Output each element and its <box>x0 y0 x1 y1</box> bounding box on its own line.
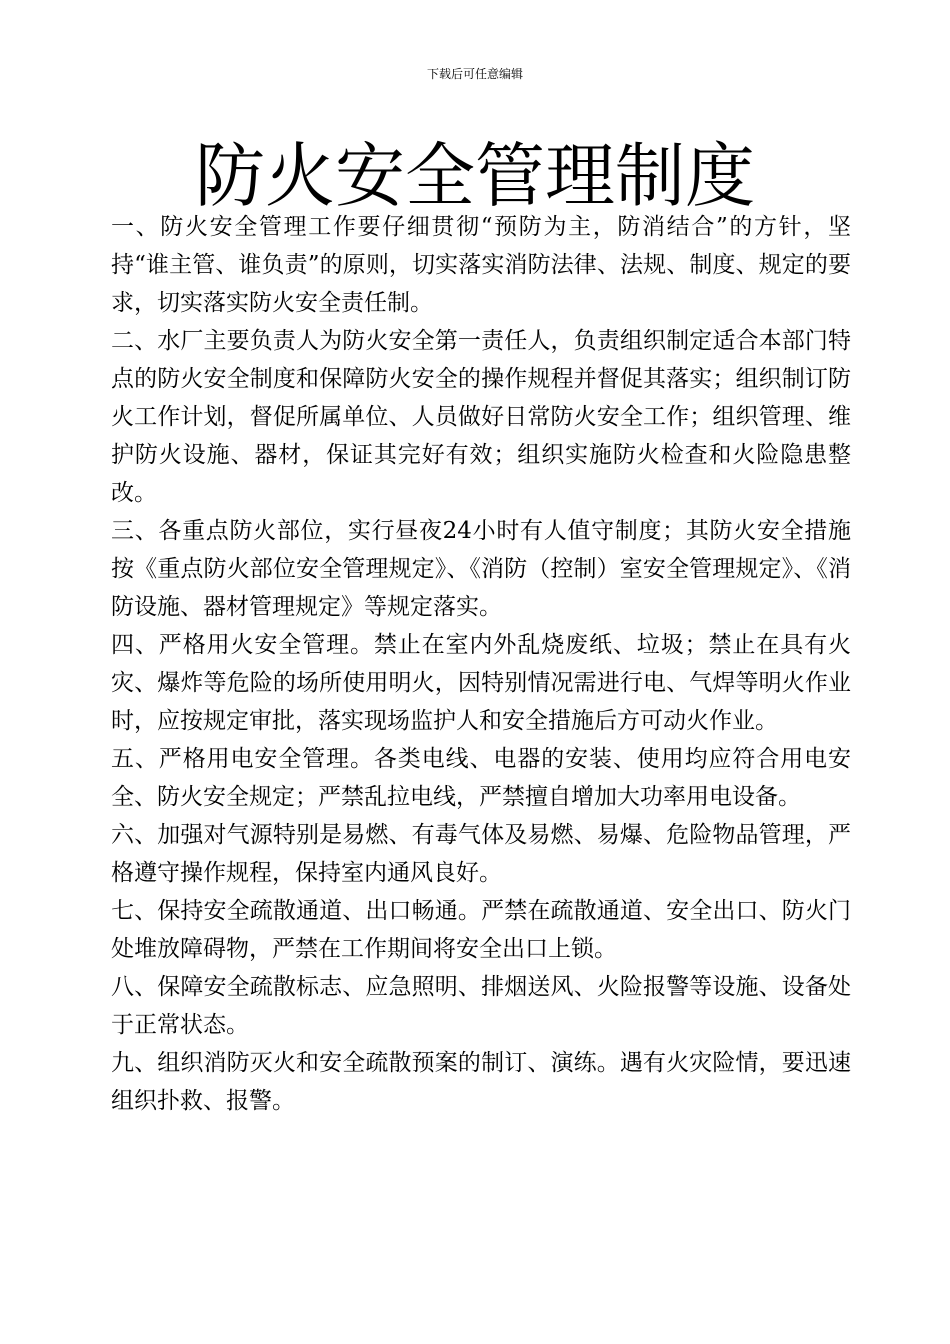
clause-9: 九、组织消防灭火和安全疏散预案的制订、演练。遇有火灾险情，要迅速组织扑救、报警。 <box>111 1050 851 1114</box>
clause-6: 六、加强对气源特别是易燃、有毒气体及易燃、易爆、危险物品管理，严格遵守操作规程，保持室内通风良好。 <box>111 822 851 886</box>
clause-1: 一、防火安全管理工作要仔细贯彻“预防为主，防消结合”的方针，坚持“谁主管、谁负责”的原则，切实落实消防法律、法规、制度、规定的要求，切实落实防火安全责任制。 <box>111 214 851 316</box>
clause-5: 五、严格用电安全管理。各类电线、电器的安装、使用均应符合用电安全、防火安全规定；严禁乱拉电线，严禁擅自增加大功率用电设备。 <box>111 746 851 810</box>
clause-4: 四、严格用火安全管理。禁止在室内外乱烧废纸、垃圾；禁止在具有火灾、爆炸等危险的场所使用明火，因特别情况需进行电、气焊等明火作业时，应按规定审批，落实现场监护人和安全措施后方可动火作业。 <box>111 632 851 734</box>
document-title: 防火安全管理制度 <box>195 135 755 217</box>
document-body <box>111 208 851 1120</box>
clause-8: 八、保障安全疏散标志、应急照明、排烟送风、火险报警等设施、设备处于正常状态。 <box>111 974 851 1038</box>
clause-3: 三、各重点防火部位，实行昼夜24小时有人值守制度；其防火安全措施按《重点防火部位安全管理规定》、《消防（控制）室安全管理规定》、《消防设施、器材管理规定》等规定落实。 <box>111 518 851 620</box>
clause-7: 七、保持安全疏散通道、出口畅通。严禁在疏散通道、安全出口、防火门处堆放障碍物，严禁在工作期间将安全出口上锁。 <box>111 898 851 962</box>
header-note: 下载后可任意编辑 <box>426 67 523 81</box>
clause-2: 二、水厂主要负责人为防火安全第一责任人，负责组织制定适合本部门特点的防火安全制度和保障防火安全的操作规程并督促其落实；组织制订防火工作计划，督促所属单位、人员做好日常防火安全工作；组织管理、维护防火设施、器材，保证其完好有效；组织实施防火检查和火险隐患整改。 <box>111 328 851 506</box>
